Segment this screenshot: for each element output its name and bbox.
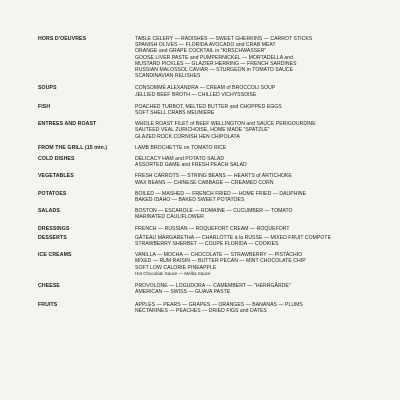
menu-line: GÂTEAU MARGARETHA — CHARLOTTE à la RUSSE — MIXED FRUIT COMPOTE <box>135 234 332 241</box>
menu-line: POACHED TURBOT, MELTED BUTTER and CHOPPED EGGS <box>135 103 282 110</box>
menu-line: RUSSIAN MALOSSOL CAVIAR — STURGEON in TOMATO SAUCE <box>135 67 294 74</box>
menu-line: JELLIED BEEF BROTH — CHILLED VICHYSSOISE <box>135 91 257 98</box>
menu-line: MIXED — RUM RAISIN — BUTTER PECAN — MINT CHOCOLATE CHIP <box>135 258 306 265</box>
menu-line: TABLE CELERY — RADISHES — SWEET GHERKINS — CARROT STICKS <box>135 36 313 42</box>
menu-line: BOILED — MASHED — FRENCH FRIED — HOME FRIED — DAUPHINE <box>135 190 307 197</box>
section-items <box>135 208 368 220</box>
menu-line: BAKED IDAHO — BAKED SWEET POTATOES <box>135 197 245 204</box>
menu-line: AMERICAN — SWISS — GUAVA PASTE <box>135 289 231 296</box>
menu-section-entrees <box>38 121 368 140</box>
menu-line: SPANISH OLIVES — FLORIDA AVOCADO and CRAB MEAT <box>135 42 276 49</box>
menu-line: DELICACY HAM and POTATO SALAD <box>135 156 225 163</box>
section-heading: VEGETABLES <box>38 173 74 180</box>
section-heading: FRUITS <box>38 301 58 308</box>
menu-line: ASSORTED GAME and FRESH PEACH SALAD <box>135 162 247 169</box>
section-heading: ICE CREAMS <box>38 252 72 259</box>
menu-line: VANILLA — MOCHA — CHOCOLATE — STRAWBERRY — PISTACHIO <box>135 252 303 259</box>
section-items <box>135 121 368 140</box>
section-items <box>135 252 368 277</box>
menu-line: FRESH CARROTS — STRING BEANS — HEARTS of ARTICHOKE <box>135 173 292 180</box>
section-heading: SOUPS <box>38 85 57 92</box>
menu-line: GOOSE LIVER PASTE and PUMPERNICKEL — MORTADELLA and <box>135 54 294 61</box>
menu-line: APPLES — PEARS — GRAPES — ORANGES — BANANAS — PLUMS <box>135 301 303 308</box>
menu-line: BOSTON — ESCAROLE — ROMAINE — CUCUMBER — TOMATO <box>135 208 293 215</box>
menu-line: LAMB BROCHETTE on TOMATO RICE <box>135 144 227 151</box>
menu-section-ice-creams <box>38 252 368 277</box>
menu-line: FRENCH — RUSSIAN — ROQUEFORT CREAM — ROQUEFORT <box>135 225 290 232</box>
section-heading: FISH <box>38 103 51 110</box>
section-heading: COLD DISHES <box>38 156 75 163</box>
menu-section-cheese <box>38 283 368 295</box>
section-heading: HORS D'OEUVRES <box>38 36 87 42</box>
menu-section-soups <box>38 85 368 97</box>
section-heading: ENTREES AND ROAST <box>38 121 97 128</box>
menu-section-vegetables <box>38 173 368 185</box>
menu-section-dressings <box>38 226 368 232</box>
menu-line: SAUTEED VEAL ZURICHOISE, HOME MADE "SPATZLE" <box>135 127 270 134</box>
section-items <box>135 156 368 168</box>
section-heading: DRESSINGS <box>38 225 70 232</box>
section-items <box>135 226 368 232</box>
section-heading: POTATOES <box>38 190 67 197</box>
menu-line: MUSTARD PICKLES — GLAZIER HERRING — FRENCH SARDINES <box>135 60 297 67</box>
section-items <box>135 36 368 79</box>
menu-line: SCANDINAVIAN RELISHES <box>135 73 201 80</box>
section-items <box>135 104 368 116</box>
section-items <box>135 283 368 295</box>
menu-section-fish <box>38 104 368 116</box>
section-items <box>135 191 368 203</box>
menu-line: PROVOLONE — LOGUDORA — CAMEMBERT — "HERRGÅRDE" <box>135 283 291 290</box>
section-items <box>135 173 368 185</box>
menu-line: WAX BEANS — CHINESE CABBAGE — CREAMED CORN <box>135 179 274 186</box>
section-items <box>135 235 368 247</box>
section-items <box>135 302 368 314</box>
section-items <box>135 85 368 97</box>
menu-line: NECTARINES — PEACHES — DRIED FIGS and DATES <box>135 307 267 314</box>
menu-section-fruits <box>38 302 368 314</box>
menu-section-desserts <box>38 235 368 247</box>
section-items <box>135 145 368 151</box>
menu-line: ORANGE and GRAPE COCKTAIL in "KIRSCHWASSER" <box>135 48 267 55</box>
menu-section-grill <box>38 145 368 151</box>
menu-line: MARINATED CAULIFLOWER <box>135 214 204 221</box>
menu-line: SOFT LOW CALORIE PINEAPPLE <box>135 264 217 271</box>
menu-line: SOFT SHELL CRABS MEUNIÈRE <box>135 110 215 117</box>
menu-line: STRAWBERRY SHERBET — COUPE FLORIDA — COOKIES <box>135 241 279 248</box>
menu-line: CONSOMMÉ ALEXANDRA — CREAM of BROCCOLI SOUP <box>135 85 276 92</box>
menu-section-hors-doeuvres <box>38 36 368 79</box>
menu-list <box>38 36 368 317</box>
menu-line: WHOLE ROAST FILET of BEEF WELLINGTON and SAUCE PERIGOURDINE <box>135 121 316 128</box>
menu-line: GLAZED ROCK CORNISH HEN CHIPOLATA <box>135 133 240 140</box>
section-heading: DESSERTS <box>38 234 67 241</box>
section-heading: SALADS <box>38 208 60 215</box>
menu-section-potatoes <box>38 191 368 203</box>
section-heading: CHEESE <box>38 283 60 290</box>
menu-section-cold-dishes <box>38 156 368 168</box>
menu-section-salads <box>38 208 368 220</box>
menu-line: Hot Chocolate Sauce — Melba Sauce <box>135 270 211 276</box>
section-heading: FROM THE GRILL (15 min.) <box>38 144 108 151</box>
